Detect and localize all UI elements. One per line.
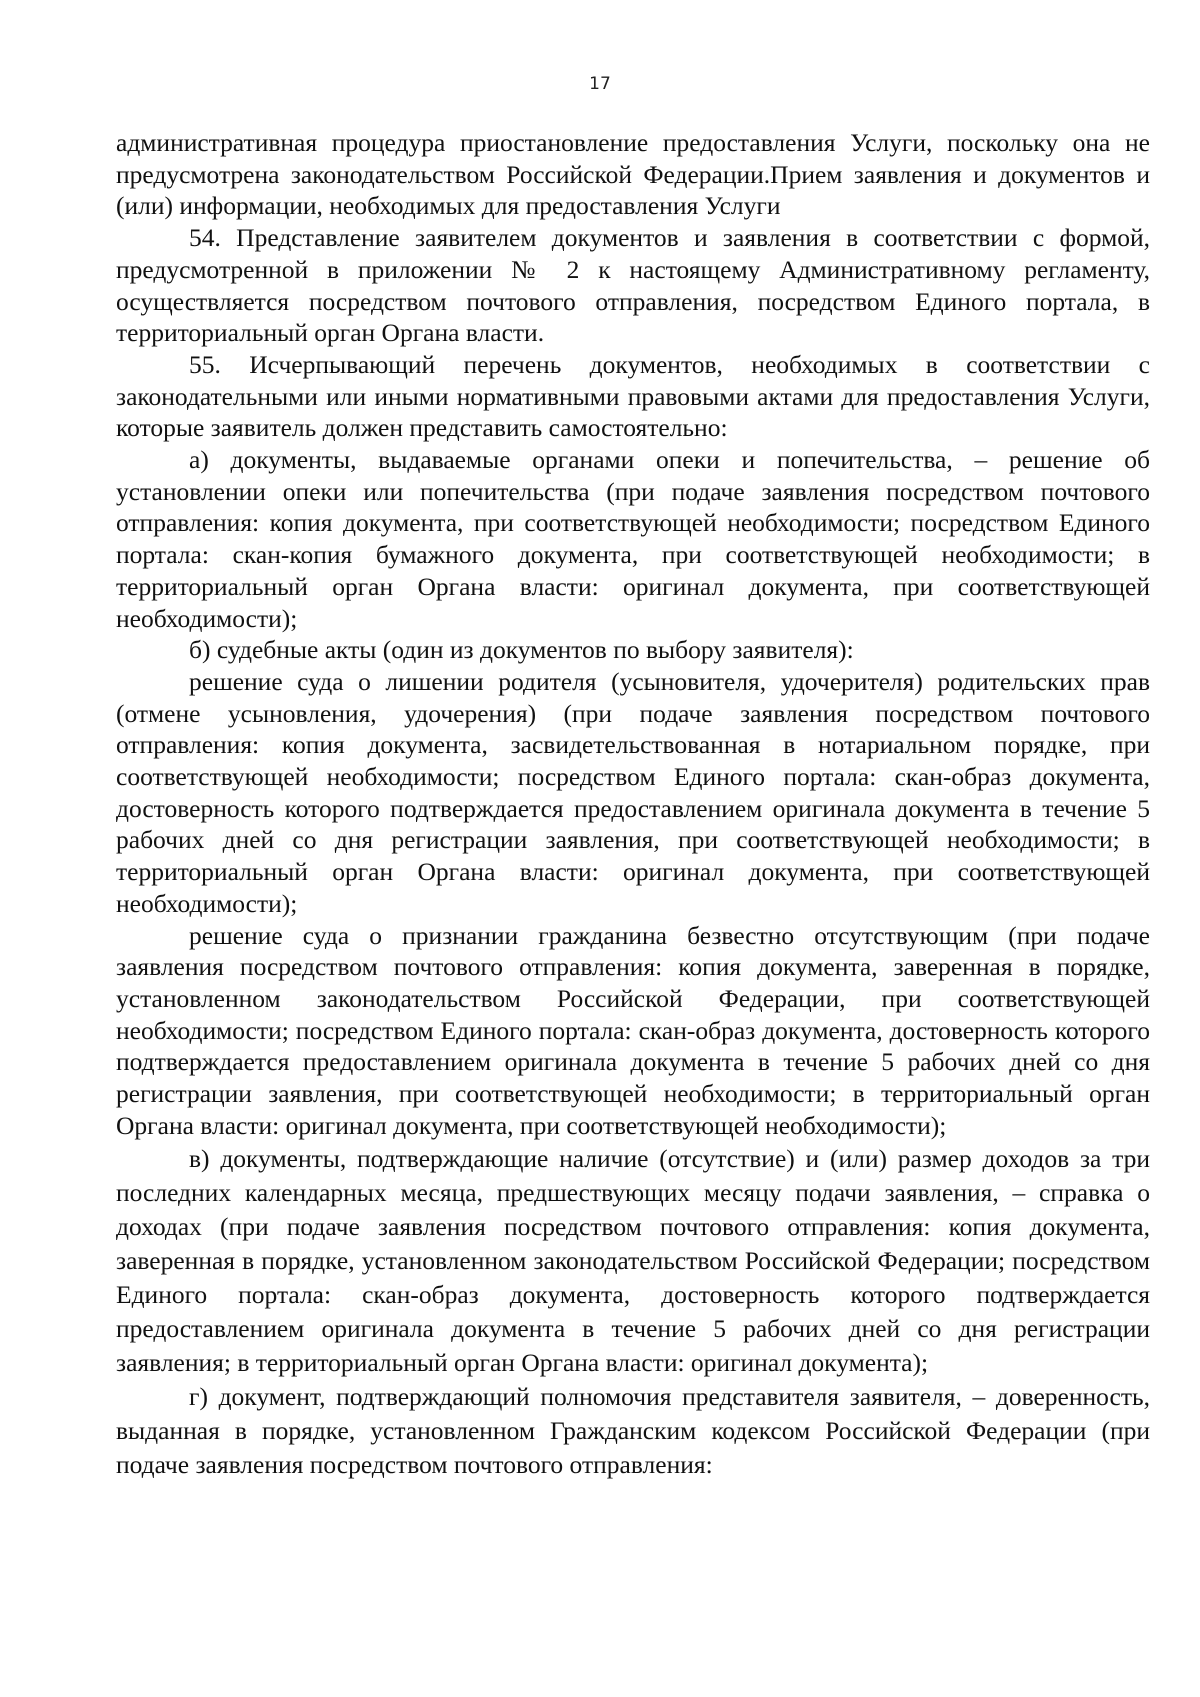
paragraph-procedure-continuation: административная процедура приостановление предоставления Услуги, поскольку она не предусмотрена законодательством Российской Федерации.Прием заявления и документов и (или) информации, необходимых для предоставления Услуги [116, 128, 1150, 221]
list-item-b-court-decision-parental-rights: решение суда о лишении родителя (усыновителя, удочерителя) родительских прав (отмене усыновления, удочерения) (при подаче заявления посредством почтового отправления: копия документа, засвидетельствованная в нотариальном порядке, при соответствующей необходимости; посредством Единого портала: скан-образ документа, достоверность которого подтверждается предоставлением оригинала документа в течение 5 рабочих дней со дня регистрации заявления, при соответствующей необходимости; в территориальный орган Органа власти: оригинал документа, при соответствующей необходимости); [116, 666, 1150, 918]
page-number: 17 [589, 74, 611, 94]
paragraph-55: 55. Исчерпывающий перечень документов, необходимых в соответствии с законодательными или иными нормативными правовыми актами для предоставления Услуги, которые заявитель должен представить самостоятельно: [116, 349, 1150, 443]
list-item-b-court-decision-missing-person: решение суда о признании гражданина безвестно отсутствующим (при подаче заявления посредством почтового отправления: копия документа, заверенная в порядке, установленном законодательством Российской Федерации, при соответствующей необходимости; посредством Единого портала: скан-образ документа, достоверность которого подтверждается предоставлением оригинала документа в течение 5 рабочих дней со дня регистрации заявления, при соответствующей необходимости; в территориальный орган Органа власти: оригинал документа, при соответствующей необходимости); [116, 920, 1150, 1140]
list-item-v: в) документы, подтверждающие наличие (отсутствие) и (или) размер доходов за три последних календарных месяца, предшествующих месяцу подачи заявления, – справка о доходах (при подаче заявления посредством почтового отправления: копия документа, заверенная в порядке, установленном законодательством Российской Федерации; посредством Единого портала: скан-образ документа, достоверность которого подтверждается предоставлением оригинала документа в течение 5 рабочих дней со дня регистрации заявления; в территориальный орган Органа власти: оригинал документа); [116, 1143, 1150, 1377]
list-item-a: а) документы, выдаваемые органами опеки и попечительства, – решение об установлении опеки или попечительства (при подаче заявления посредством почтового отправления: копия документа, при соответствующей необходимости; посредством Единого портала: скан-копия бумажного документа, при соответствующей необходимости; в территориальный орган Органа власти: оригинал документа, при соответствующей необходимости); [116, 445, 1150, 633]
list-item-b: б) судебные акты (один из документов по выбору заявителя): [189, 635, 854, 665]
paragraph-54: 54. Представление заявителем документов и заявления в соответствии с формой, предусмотренной в приложении № 2 к настоящему Административному регламенту, осуществляется посредством почтового отправления, посредством Единого портала, в территориальный орган Органа власти. [116, 223, 1150, 348]
document-body [116, 127, 1150, 1482]
list-item-g: г) документ, подтверждающий полномочия представителя заявителя, – доверенность, выданная в порядке, установленном Гражданским кодексом Российской Федерации (при подаче заявления посредством почтового отправления: [116, 1381, 1150, 1479]
